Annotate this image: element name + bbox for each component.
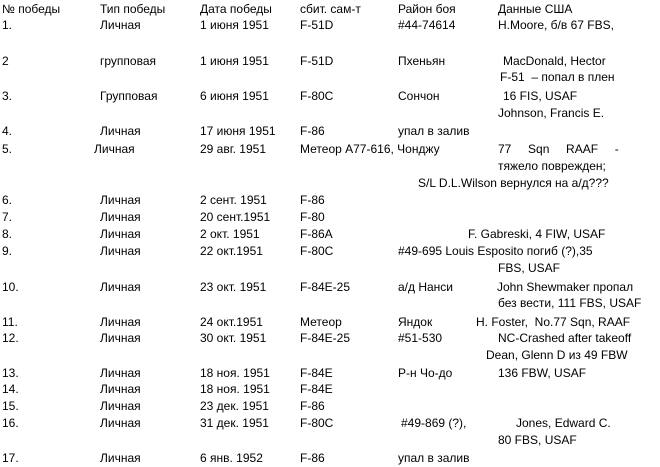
- row-area: Пхеньян: [398, 54, 446, 68]
- row-us-cont: Johnson, Francis E.: [498, 106, 605, 120]
- row-date: 30 окт. 1951: [200, 331, 267, 345]
- row-date: 24 окт.1951: [200, 315, 263, 329]
- row-date: 23 дек. 1951: [200, 399, 269, 413]
- row-us: 77 Sqn RAAF -: [498, 142, 619, 156]
- row-date: 2 окт. 1951: [200, 227, 260, 241]
- row-type: Личная: [100, 280, 141, 294]
- row-plane: F-86: [300, 399, 325, 413]
- row-area: Сончон: [398, 89, 440, 103]
- row-num: 17.: [2, 451, 19, 465]
- row-area: Яндок: [398, 315, 433, 329]
- row-num: 16.: [2, 416, 19, 430]
- row-num: 14.: [2, 382, 19, 396]
- row-date: 18 ноя. 1951: [200, 382, 270, 396]
- row-num: 5.: [2, 142, 13, 156]
- row-date: 1 июня 1951: [200, 18, 269, 32]
- row-type: Личная: [100, 18, 141, 32]
- row-area: Р-н Чо-до: [398, 366, 453, 380]
- row-date: 31 дек. 1951: [200, 416, 269, 430]
- row-date: 29 авг. 1951: [200, 142, 267, 156]
- row-plane: F-86: [300, 193, 325, 207]
- row-date: 23 окт. 1951: [200, 280, 267, 294]
- row-plane: F-86: [300, 451, 325, 465]
- row-us-cont: FBS, USAF: [498, 261, 561, 275]
- row-type: Личная: [94, 142, 135, 156]
- row-type: групповая: [100, 54, 156, 68]
- row-area: #44-74614: [398, 18, 456, 32]
- row-plane: F-80: [300, 210, 325, 224]
- row-num: 9.: [2, 244, 13, 258]
- row-type: Личная: [100, 244, 141, 258]
- row-num: 4.: [2, 124, 13, 138]
- row-type: Личная: [100, 315, 141, 329]
- row-area: #49-869 (?),: [401, 416, 467, 430]
- header-date: Дата победы: [200, 2, 272, 16]
- row-us: John Shewmaker пропал: [497, 280, 634, 294]
- row-us: MacDonald, Hector: [503, 54, 606, 68]
- row-us-cont: тяжело поврежден;: [498, 159, 606, 173]
- row-date: 1 июня 1951: [200, 54, 269, 68]
- row-plane: F-80C: [300, 89, 334, 103]
- row-num: 2: [2, 54, 9, 68]
- row-plane: F-84E: [300, 382, 333, 396]
- row-type: Личная: [100, 399, 141, 413]
- row-num: 15.: [2, 399, 19, 413]
- row-plane: F-51D: [300, 18, 334, 32]
- row-us-cont: S/L D.L.Wilson вернулся на а/д???: [418, 176, 609, 190]
- header-plane: сбит. сам-т: [300, 2, 361, 16]
- header-type: Тип победы: [100, 2, 166, 16]
- row-type: Групповая: [100, 89, 158, 103]
- row-us: H. Foster, No.77 Sqn, RAAF: [476, 315, 631, 329]
- row-type: Личная: [100, 193, 141, 207]
- row-area: #51-530: [398, 331, 443, 345]
- row-us: NC-Crashed after takeoff: [498, 331, 632, 345]
- row-area: упал в залив: [398, 124, 470, 138]
- header-area: Район боя: [398, 2, 456, 16]
- row-date: 22 окт.1951: [200, 244, 263, 258]
- row-us-cont: без вести, 111 FBS, USAF: [498, 296, 642, 310]
- row-type: Личная: [100, 366, 141, 380]
- row-us: H.Moore, б/в 67 FBS,: [498, 18, 614, 32]
- row-type: Личная: [100, 416, 141, 430]
- row-num: 11.: [2, 315, 18, 329]
- row-plane: F-86: [300, 124, 325, 138]
- row-us: Jones, Edward C.: [516, 416, 611, 430]
- row-date: 2 сент. 1951: [200, 193, 267, 207]
- row-plane: F-84E-25: [300, 280, 351, 294]
- row-num: 12.: [2, 331, 19, 345]
- row-us-cont: Dean, Glenn D из 49 FBW: [486, 348, 628, 362]
- row-plane: F-84E-25: [300, 331, 351, 345]
- row-plane: Метеор А77-616, Чонджу: [300, 142, 440, 156]
- row-area: #49-695 Louis Esposito погиб (?),35: [398, 244, 593, 258]
- row-type: Личная: [100, 210, 141, 224]
- row-us: 16 FIS, USAF: [503, 89, 578, 103]
- header-num: № победы: [2, 2, 61, 16]
- row-us-cont: F-51 – попал в плен: [500, 70, 615, 84]
- row-type: Личная: [100, 382, 141, 396]
- row-plane: F-51D: [300, 54, 334, 68]
- row-num: 8.: [2, 227, 13, 241]
- row-num: 6.: [2, 193, 13, 207]
- row-plane: F-84E: [300, 366, 333, 380]
- row-date: 20 сент.1951: [200, 210, 271, 224]
- row-date: 18 ноя. 1951: [200, 366, 270, 380]
- row-plane: F-86A: [300, 227, 333, 241]
- row-type: Личная: [100, 331, 141, 345]
- row-type: Личная: [100, 227, 141, 241]
- row-num: 3.: [2, 89, 13, 103]
- row-num: 10.: [2, 280, 19, 294]
- row-type: Личная: [100, 124, 141, 138]
- row-date: 17 июня 1951: [200, 124, 276, 138]
- row-us: F. Gabreski, 4 FIW, USAF: [468, 227, 606, 241]
- row-date: 6 янв. 1952: [200, 451, 263, 465]
- row-type: Личная: [100, 451, 141, 465]
- row-plane: F-80C: [300, 244, 334, 258]
- row-plane: F-80C: [300, 416, 334, 430]
- row-us: 136 FBW, USAF: [498, 366, 587, 380]
- row-num: 13.: [2, 366, 19, 380]
- row-plane: Метеор: [300, 315, 342, 329]
- row-area: упал в залив: [398, 451, 470, 465]
- row-area: а/д Нанси: [398, 280, 454, 294]
- row-us-cont: 80 FBS, USAF: [498, 433, 577, 447]
- header-usdata: Данные США: [498, 2, 573, 16]
- row-num: 1.: [2, 18, 13, 32]
- row-date: 6 июня 1951: [200, 89, 269, 103]
- row-num: 7.: [2, 210, 13, 224]
